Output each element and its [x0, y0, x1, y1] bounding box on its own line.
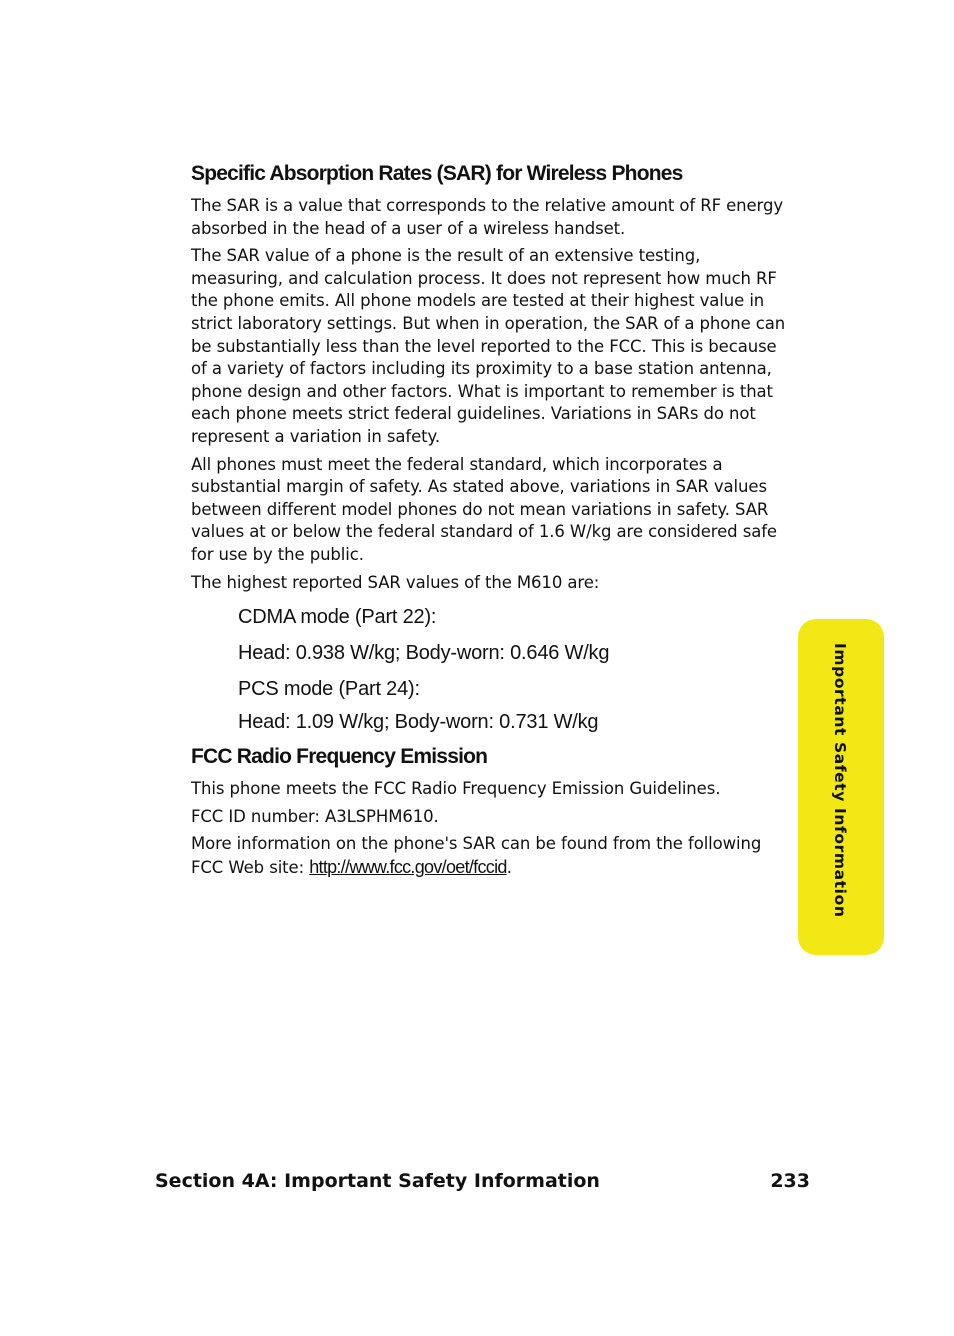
page-footer: [155, 1170, 810, 1192]
fcc-paragraph-3-prefix: More information on the phone's SAR can be found from the following FCC Web site:: [191, 834, 762, 877]
pcs-mode-label: PCS mode (Part 24):: [238, 678, 420, 701]
fcc-paragraph-3-suffix: .: [506, 857, 512, 877]
fcc-paragraph-3: [191, 833, 787, 879]
page-content: [191, 160, 787, 884]
footer-section-title: Section 4A: Important Safety Information: [155, 1170, 600, 1192]
fcc-heading: FCC Radio Frequency Emission: [191, 745, 488, 769]
cdma-mode-label: CDMA mode (Part 22):: [238, 606, 437, 629]
fcc-paragraph-1: This phone meets the FCC Radio Frequency Emission Guidelines.: [191, 779, 721, 799]
sar-heading: Specific Absorption Rates (SAR) for Wireless Phones: [191, 162, 683, 185]
fcc-link[interactable]: http://www.fcc.gov/oet/fccid: [309, 856, 507, 877]
page-number: 233: [770, 1170, 810, 1192]
sar-paragraph-1: The SAR is a value that corresponds to the relative amount of RF energy absorbed in the head of a user of a wireless handset.: [191, 196, 783, 238]
pcs-sar-values: Head: 1.09 W/kg; Body-worn: 0.731 W/kg: [238, 711, 599, 734]
sar-paragraph-2: The SAR value of a phone is the result of an extensive testing, measuring, and calculation process. It does not represent how much RF the phone emits. All phone models are tested at their highest value in strict laboratory settings. But when in operation, the SAR of a phone can be substantially less than the level reported to the FCC. This is because of a variety of factors including its proximity to a base station antenna, phone design and other factors. What is important to remember is that each phone meets strict federal guidelines. Variations in SARs do not represent a variation in safety.: [191, 246, 786, 446]
sar-paragraph-4: The highest reported SAR values of the M610 are:: [191, 572, 600, 592]
cdma-sar-values: Head: 0.938 W/kg; Body-worn: 0.646 W/kg: [238, 642, 610, 665]
fcc-id: FCC ID number: A3LSPHM610.: [191, 806, 439, 826]
sar-paragraph-3: All phones must meet the federal standard, which incorporates a substantial margin of safety. As stated above, variations in SAR values between different model phones do not mean variations in safety. SAR values at or below the federal standard of 1.6 W/kg are considered safe for use by the public.: [191, 454, 777, 564]
side-tab-label: Important Safety Information: [831, 643, 849, 918]
